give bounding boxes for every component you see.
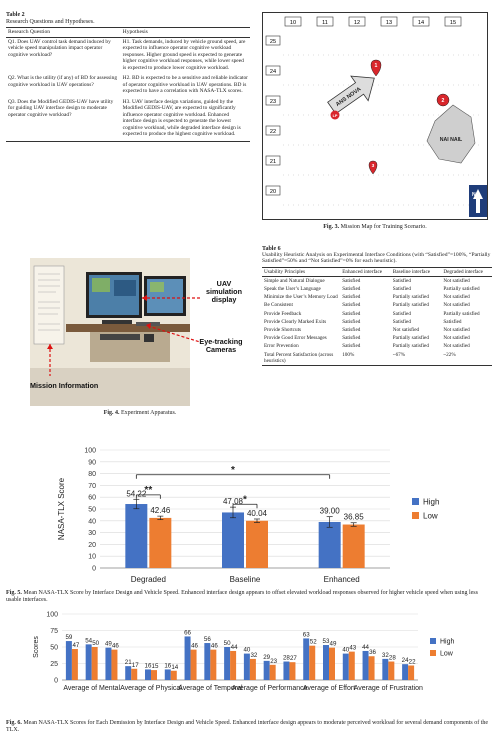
table-6-rating-cell: 100% xyxy=(340,351,391,366)
table-6-header-degraded: Degraded interface xyxy=(441,267,492,276)
fig6-bar-low xyxy=(309,646,315,680)
fig6-bar-high xyxy=(86,644,92,680)
fig6-group-label: Average of Temporal xyxy=(178,685,243,692)
fig5-bar-high xyxy=(125,504,147,568)
fig6-group-label: Average of Mental xyxy=(63,685,121,692)
fig6-y-tick-label: 0 xyxy=(54,677,58,685)
fig6-bar-low xyxy=(349,652,355,680)
fig6-data-label-low: 14 xyxy=(171,663,179,671)
table-6-row xyxy=(262,318,492,326)
fig-4-caption xyxy=(30,410,250,416)
fig6-bar-low xyxy=(388,662,394,680)
table-6-rating-cell: Satisfied xyxy=(392,318,411,325)
fig6-bar-low xyxy=(72,649,78,680)
fig5-significance-label: ** xyxy=(144,484,153,496)
fig-6-chart xyxy=(26,608,486,718)
fig5-category-label: Enhanced xyxy=(323,575,360,584)
table-6-rating-cell: Satisfied xyxy=(392,277,411,284)
map-top-number: 11 xyxy=(322,20,328,26)
fig6-data-label-high: 24 xyxy=(401,657,409,665)
fig5-y-tick-label: 80 xyxy=(88,471,96,479)
fig6-bar-low xyxy=(250,659,256,680)
table-6-row xyxy=(262,285,492,293)
table-2-grid xyxy=(6,27,250,142)
table-6-rating-cell: Partially satisfied xyxy=(392,294,429,301)
fig6-data-label-low: 47 xyxy=(72,641,80,649)
fig6-data-label-high: 56 xyxy=(203,636,211,644)
table-6-rating-cell: ~22% xyxy=(441,351,492,366)
fig6-data-label-low: 27 xyxy=(289,655,297,663)
fig5-category-label: Degraded xyxy=(130,575,166,584)
table-6-rating-cell: Not satisfied xyxy=(392,327,420,334)
fig6-bar-high xyxy=(343,654,349,680)
fig6-bar-high xyxy=(185,636,191,680)
mission-info-board xyxy=(34,266,64,344)
table-6-header-baseline: Baseline interface xyxy=(391,267,442,276)
table-2-header-question: Research Question xyxy=(6,28,121,38)
table-6-rating-cell: Satisfied xyxy=(342,302,361,309)
table-2-caption xyxy=(6,12,250,25)
fig6-data-label-high: 50 xyxy=(223,640,231,647)
fig5-y-tick-label: 50 xyxy=(88,506,96,514)
fig6-data-label-high: 29 xyxy=(263,653,271,661)
mission-map xyxy=(262,12,488,220)
table-6-rating-cell: Partially satisfied xyxy=(392,302,429,309)
table-6-principle-cell: Simple and Natural Dialogue xyxy=(264,277,325,284)
fig-4-label: Fig. 4. xyxy=(103,410,120,416)
table-6-rating-cell: Satisfied xyxy=(342,277,361,284)
table-6-grid xyxy=(262,267,492,366)
fig6-data-label-high: 21 xyxy=(124,659,132,667)
table-6-rating-cell: Not satisfied xyxy=(443,343,470,350)
table-2-question-cell: Q2. What is the utility (if any) of BD for assessing cognitive workload in UAV operations? xyxy=(8,75,118,88)
fig5-legend-swatch xyxy=(412,512,419,519)
fig6-bar-high xyxy=(165,669,171,680)
fig6-data-label-high: 59 xyxy=(65,634,73,642)
fig5-data-label: 40.04 xyxy=(246,508,268,518)
fig6-data-label-low: 44 xyxy=(230,643,238,651)
map-top-number: 10 xyxy=(289,20,297,26)
fig6-group-label: Average of Frustration xyxy=(353,685,423,692)
fig6-group-label: Average of Effort xyxy=(302,685,356,692)
fig6-data-label-low: 22 xyxy=(408,658,416,666)
table-6-principle-cell: Total Percent Satisfaction (across heuristics) xyxy=(262,351,340,366)
fig6-legend-label: High xyxy=(440,638,455,646)
map-top-number: 14 xyxy=(417,20,425,26)
fig5-y-tick-label: 40 xyxy=(88,518,96,526)
fig5-y-tick-label: 0 xyxy=(92,565,96,573)
fig6-data-label-high: 66 xyxy=(184,629,192,637)
fig6-data-label-high: 28 xyxy=(282,654,290,662)
table-6-rating-cell: Not satisfied xyxy=(443,335,470,342)
fig6-data-label-low: 46 xyxy=(111,642,119,650)
map-left-number: 21 xyxy=(269,159,277,165)
table-6-rating-cell: Not satisfied xyxy=(443,294,470,301)
fig6-bar-high xyxy=(382,659,388,680)
fig5-category-label: Baseline xyxy=(229,575,261,584)
marker-1 xyxy=(371,60,381,76)
mission-map-svg xyxy=(263,13,489,221)
fig-6-caption xyxy=(6,720,494,735)
table-6-rating-cell: Partially satisfied xyxy=(392,343,429,350)
fig-5-caption xyxy=(6,590,494,605)
fig6-bar-low xyxy=(408,665,414,680)
table-6-row xyxy=(262,342,492,350)
north-arrow-icon xyxy=(469,185,487,217)
fig-5-label: Fig. 5. xyxy=(6,590,22,596)
table-2-hypothesis-cell: H3. UAV interface design variations, guided by the Modified GEDIS-UAV, are expected to significantly influence operator cognitive workload. Enhanced interface design is expected to generate the lowest cognitive workload, while degraded interface design is expected to produce the highest cognitive workload. xyxy=(121,98,250,142)
fig6-data-label-low: 46 xyxy=(191,642,199,650)
table-6-rating-cell: Not satisfied xyxy=(443,327,470,334)
fig5-y-tick-label: 20 xyxy=(88,541,96,549)
fig6-bar-high xyxy=(303,638,309,680)
fig5-legend-label: High xyxy=(423,497,440,507)
fig6-bar-high xyxy=(363,651,369,680)
table-6-principle-cell: Be Consistent xyxy=(264,302,293,309)
fig6-y-tick-label: 75 xyxy=(50,628,58,635)
fig-5-chart-svg xyxy=(40,440,480,588)
table-6-principle-cell: Provide Good Error Messages xyxy=(264,335,327,342)
map-left-number: 20 xyxy=(269,189,277,195)
fig-5-text: Mean NASA-TLX Score by Interface Design and Vehicle Speed. Enhanced interface design appears to offset elevated workload responses observed for higher vehicle speed when using less usable interfaces. xyxy=(6,590,478,604)
experiment-apparatus-photo xyxy=(30,258,250,406)
table-6-rating-cell: ~67% xyxy=(391,351,442,366)
table-6-rating-cell: Satisfied xyxy=(342,286,361,293)
fig5-legend-label: Low xyxy=(423,511,438,521)
fig-5-chart xyxy=(40,440,480,588)
fig6-data-label-high: 16 xyxy=(164,662,172,670)
fig6-bar-low xyxy=(289,662,295,680)
table-2-question-cell: Q3. Does the Modified GEDIS-UAV have utility for guiding UAV interface design to moderate operator cognitive workload? xyxy=(6,98,121,142)
fig-3-text: Mission Map for Training Scenario. xyxy=(340,224,427,230)
fig6-bar-low xyxy=(191,650,197,680)
lp-marker xyxy=(331,111,340,120)
table-6-rating-cell: Satisfied xyxy=(342,335,361,342)
table-6-row xyxy=(262,293,492,301)
fig6-data-label-high: 53 xyxy=(322,638,330,646)
table-6-rating-cell: Partially satisfied xyxy=(392,335,429,342)
lp-label: LP xyxy=(332,114,338,118)
fig5-y-tick-label: 30 xyxy=(88,530,96,538)
fig6-data-label-high: 40 xyxy=(342,646,350,654)
table-2-label: Table 2 xyxy=(6,12,25,18)
fig6-data-label-low: 52 xyxy=(309,638,317,646)
marker-3 xyxy=(369,161,377,174)
marker-2-label: 2 xyxy=(441,98,445,104)
fig6-bar-high xyxy=(204,643,210,680)
fig5-legend-swatch xyxy=(412,498,419,505)
fig6-bar-high xyxy=(264,661,270,680)
fig6-data-label-low: 46 xyxy=(210,642,218,650)
fig5-bar-high xyxy=(222,512,244,568)
table-6-rating-cell: Partially satisfied xyxy=(443,286,480,293)
fig5-bar-low xyxy=(149,518,171,568)
fig6-data-label-high: 54 xyxy=(85,637,93,645)
table-2-question-cell: Q1. Does UAV control task demand induced by vehicle speed manipulation impact operator cognitive workload? xyxy=(8,38,111,58)
fig-4-text: Experiment Apparatus. xyxy=(121,410,177,416)
map-top-number: 15 xyxy=(449,20,457,26)
fig6-legend-swatch xyxy=(430,650,436,656)
table-2-hypothesis-cell: H2. BD is expected to be a sensitive and reliable indicator of operator cognitive workload in UAV operations. BD is expected to have a correlation with NASA-TLX scores. xyxy=(122,75,248,94)
fig6-y-axis-label: Scores xyxy=(33,636,40,658)
fig5-significance-label: * xyxy=(243,494,247,506)
table-6-rating-cell: Satisfied xyxy=(392,286,411,293)
fig6-data-label-low: 49 xyxy=(329,640,337,648)
annot-mission-info: Mission Information xyxy=(30,381,99,390)
table-6-row xyxy=(262,334,492,342)
annot-uav-display: UAV simulation display xyxy=(206,279,242,304)
fig5-data-label: 54.22 xyxy=(126,489,147,499)
fig6-data-label-high: 16 xyxy=(144,662,152,670)
table-6-rating-cell: Satisfied xyxy=(342,294,361,301)
nai-label: NAI NAIL xyxy=(439,137,463,143)
fig6-bar-high xyxy=(66,641,72,680)
eye-tracking-camera xyxy=(102,320,132,324)
marker-3-label: 3 xyxy=(371,164,375,169)
map-left-number: 22 xyxy=(269,129,277,135)
fig6-data-label-low: 28 xyxy=(388,654,396,662)
fig6-data-label-high: 44 xyxy=(362,643,370,651)
marker-1-label: 1 xyxy=(374,63,378,69)
fig5-bar-low xyxy=(343,525,365,568)
table-6 xyxy=(262,246,492,366)
fig6-data-label-high: 63 xyxy=(302,631,310,639)
table-2-row xyxy=(6,74,250,98)
ans-nova-label: ANS NOVA xyxy=(335,86,363,109)
fig6-data-label-low: 43 xyxy=(349,644,357,652)
fig5-y-tick-label: 90 xyxy=(88,459,96,467)
fig6-bar-low xyxy=(329,648,335,680)
map-left-number: 23 xyxy=(269,99,277,105)
table-6-principle-cell: Speak the User’s Language xyxy=(264,286,321,293)
fig5-bar-high xyxy=(319,522,341,568)
fig6-bar-low xyxy=(151,670,157,680)
fig6-bar-high xyxy=(323,645,329,680)
fig6-data-label-low: 15 xyxy=(151,663,159,671)
fig5-y-tick-label: 70 xyxy=(88,482,96,490)
table-6-principle-cell: Minimize the User’s Memory Load xyxy=(264,294,338,301)
map-left-grid-numbers xyxy=(266,36,280,195)
table-6-rating-cell: Satisfied xyxy=(392,310,411,317)
fig-6-label: Fig. 6. xyxy=(6,720,22,726)
table-6-row xyxy=(262,326,492,334)
fig6-bar-high xyxy=(244,654,250,680)
fig6-bar-low xyxy=(210,650,216,680)
fig6-bar-low xyxy=(111,650,117,680)
table-6-rating-cell: Satisfied xyxy=(342,327,361,334)
table-6-rating-cell: Satisfied xyxy=(443,318,462,325)
fig6-bar-low xyxy=(270,665,276,680)
fig6-data-label-high: 49 xyxy=(104,640,112,648)
table-2-row xyxy=(6,37,250,74)
table-6-rating-cell: Not satisfied xyxy=(443,302,470,309)
fig6-data-label-low: 32 xyxy=(250,651,258,659)
map-top-grid-numbers xyxy=(285,17,461,26)
table-6-rating-cell: Partially satisfied xyxy=(443,310,480,317)
fig6-bar-high xyxy=(402,664,408,680)
fig5-data-label: 42.46 xyxy=(150,506,171,516)
table-6-header-enhanced: Enhanced interface xyxy=(340,267,391,276)
table-6-row xyxy=(262,310,492,318)
fig5-data-label: 36.85 xyxy=(343,512,364,522)
fig6-data-label-low: 50 xyxy=(92,640,100,647)
table-6-principle-cell: Provide Shortcuts xyxy=(264,327,302,334)
fig5-data-label: 39.00 xyxy=(319,506,340,516)
table-6-caption xyxy=(262,246,492,265)
fig6-bar-low xyxy=(92,647,98,680)
marker-2 xyxy=(437,94,449,106)
fig6-bar-low xyxy=(230,651,236,680)
table-2 xyxy=(6,12,250,142)
fig6-data-label-low: 17 xyxy=(131,661,139,669)
table-2-hypothesis-cell: H1. Task demands, induced by vehicle ground speed, are expected to influence operator cognitive workload responses. Higher ground speed is expected to generate higher cognitive workload responses, while lower speed is expected to produce lower cognitive workload. xyxy=(122,38,246,71)
map-top-number: 12 xyxy=(353,20,361,26)
fig5-data-label: 47.08 xyxy=(222,497,244,507)
table-2-header-hypothesis: Hypothesis xyxy=(121,28,250,38)
fig-3-caption xyxy=(262,224,488,230)
fig6-group-label: Average of Physical xyxy=(120,685,182,692)
table-6-rating-cell: Satisfied xyxy=(342,343,361,350)
fig6-y-tick-label: 100 xyxy=(46,611,58,619)
table-6-rating-cell: Satisfied xyxy=(342,310,361,317)
fig6-bar-low xyxy=(369,656,375,680)
fig5-y-axis-label: NASA-TLX Score xyxy=(57,477,66,541)
map-top-number: 13 xyxy=(385,20,393,26)
fig6-data-label-high: 40 xyxy=(243,646,251,654)
fig6-bar-high xyxy=(283,662,289,680)
fig-6-chart-svg xyxy=(26,608,486,718)
table-6-row xyxy=(262,301,492,309)
fig5-significance-label: * xyxy=(231,464,235,476)
fig6-y-tick-label: 50 xyxy=(50,644,58,652)
fig6-group-label: Average of Performance xyxy=(231,685,308,692)
fig5-y-tick-label: 60 xyxy=(88,494,96,502)
fig6-bar-low xyxy=(131,669,137,680)
fig6-data-label-high: 32 xyxy=(381,651,389,659)
table-6-rating-cell: Satisfied xyxy=(342,318,361,325)
fig6-bar-high xyxy=(125,666,131,680)
north-label: N xyxy=(472,192,476,198)
table-6-header-principles: Usability Principles xyxy=(262,267,340,276)
table-6-rating-cell: Not satisfied xyxy=(443,277,470,284)
fig6-bar-high xyxy=(224,647,230,680)
fig-3-label: Fig. 3. xyxy=(323,224,340,230)
nai-area xyxy=(427,105,475,163)
table-6-row xyxy=(262,351,492,366)
annot-eye-tracking: Eye-tracking Cameras xyxy=(199,337,243,354)
fig5-bar-low xyxy=(246,521,268,568)
fig6-data-label-low: 23 xyxy=(270,657,278,665)
table-2-row xyxy=(6,98,250,142)
map-left-number: 25 xyxy=(269,39,277,45)
fig6-bar-high xyxy=(105,648,111,680)
fig5-y-tick-label: 100 xyxy=(84,447,96,455)
table-6-row xyxy=(262,276,492,285)
map-left-number: 24 xyxy=(269,69,277,75)
fig6-data-label-low: 36 xyxy=(369,649,377,657)
fig6-legend-swatch xyxy=(430,638,436,644)
table-6-principle-cell: Error Prevention xyxy=(264,343,299,350)
fig6-bar-high xyxy=(145,669,151,680)
table-2-title: Research Questions and Hypotheses. xyxy=(6,18,95,25)
fig-6-text: Mean NASA-TLX Scores for Each Demission by Interface Design and Vehicle Speed. Enhanced interface design appears to moderate perceived workload for several demand components of the TLX. xyxy=(6,720,489,734)
table-6-principle-cell: Provide Clearly Marked Exits xyxy=(264,318,327,325)
fig5-y-tick-label: 10 xyxy=(88,553,96,561)
table-6-label: Table 6 xyxy=(262,246,281,252)
table-6-title: Usability Heuristic Analysis on Experimental Interface Conditions (with “Satisfied”=100%, “Partially Satisfied”=50% and “Not Satisfied”=0% for each heuristic). xyxy=(262,252,491,265)
fig6-bar-low xyxy=(171,671,177,680)
table-6-principle-cell: Provide Feedback xyxy=(264,310,302,317)
fig6-y-tick-label: 25 xyxy=(50,661,58,668)
fig6-legend-label: Low xyxy=(440,650,453,658)
